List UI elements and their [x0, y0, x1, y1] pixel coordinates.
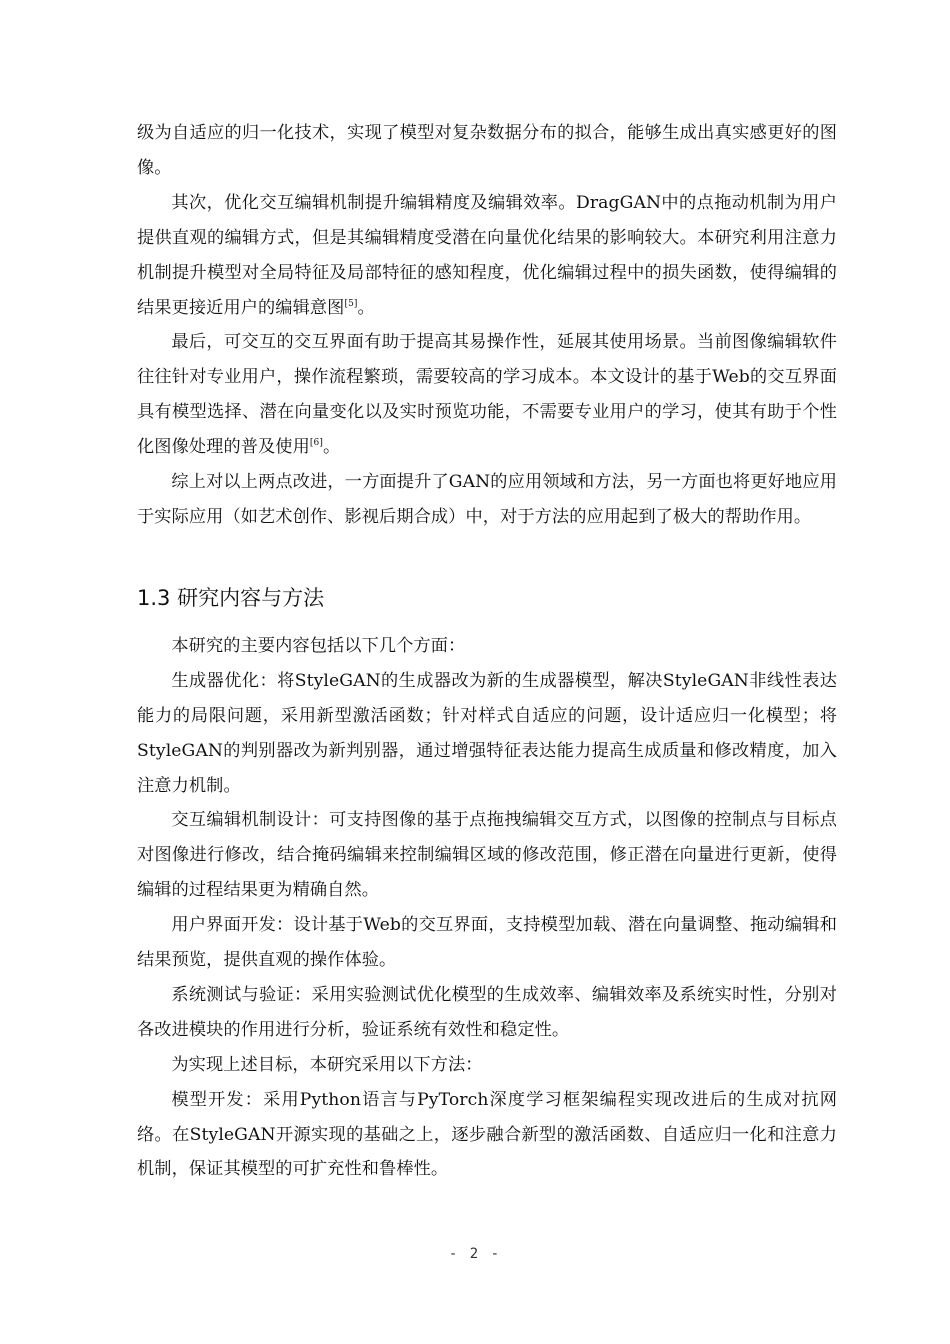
paragraph-interaction-design: 交互编辑机制设计：可支持图像的基于点拖拽编辑交互方式，以图像的控制点与目标点对图像进行修改，结合掩码编辑来控制编辑区域的修改范围，修正潜在向量进行更新，使得编辑的过程结果更为精确自然。	[137, 810, 837, 901]
paragraph-summary: 综上对以上两点改进，一方面提升了GAN的应用领域和方法，另一方面也将更好地应用于实际应用（如艺术创作、影视后期合成）中，对于方法的应用起到了极大的帮助作用。	[137, 472, 837, 527]
paragraph-text: 最后，可交互的交互界面有助于提高其易操作性，延展其使用场景。当前图像编辑软件往往针对专业用户，操作流程繁琐，需要较高的学习成本。本文设计的基于Web的交互界面具有模型选择、潜在向量变化以及实时预览功能，不需要专业用户的学习，使其有助于个性化图像处理的普及使用	[137, 332, 837, 458]
paragraph-interactive-editing	[137, 186, 837, 326]
paragraph-methods-intro: 为实现上述目标，本研究采用以下方法：	[171, 1054, 483, 1075]
paragraph-system-testing: 系统测试与验证：采用实验测试优化模型的生成效率、编辑效率及系统实时性，分别对各改进模块的作用进行分析，验证系统有效性和稳定性。	[137, 984, 837, 1040]
paragraph-tail: 。	[357, 297, 375, 318]
paragraph-continuation: 级为自适应的归一化技术，实现了模型对复杂数据分布的拟合，能够生成出真实感更好的图像。	[137, 123, 837, 178]
paragraph-text: 其次，优化交互编辑机制提升编辑精度及编辑效率。DragGAN中的点拖动机制为用户提供直观的编辑方式，但是其编辑精度受潜在向量优化结果的影响较大。本研究利用注意力机制提升模型对全局特征及局部特征的感知程度，优化编辑过程中的损失函数，使得编辑的结果更接近用户的编辑意图	[137, 192, 837, 318]
paragraph-ui-development: 用户界面开发：设计基于Web的交互界面，支持模型加载、潜在向量调整、拖动编辑和结果预览，提供直观的操作体验。	[137, 915, 837, 971]
paragraph-model-development: 模型开发：采用Python语言与PyTorch深度学习框架编程实现改进后的生成对抗网络。在StyleGAN开源实现的基础之上，逐步融合新型的激活函数、自适应归一化和注意力机制，保证其模型的可扩充性和鲁棒性。	[137, 1089, 837, 1180]
paragraph-generator-optimization: 生成器优化：将StyleGAN的生成器改为新的生成器模型，解决StyleGAN非线性表达能力的局限问题，采用新型激活函数；针对样式自适应的问题，设计适应归一化模型；将StyleGAN的判别器改为新判别器，通过增强特征表达能力提高生成质量和修改精度，加入注意力机制。	[137, 670, 837, 796]
paragraph-interface	[137, 325, 837, 465]
section-heading: 1.3 研究内容与方法	[137, 585, 325, 610]
page-body	[137, 116, 837, 1187]
paragraph-tail: 。	[322, 437, 341, 458]
citation-ref: [5]	[344, 298, 358, 309]
paragraph-intro: 本研究的主要内容包括以下几个方面：	[171, 635, 466, 656]
page-number: - 2 -	[448, 1246, 502, 1262]
citation-ref: [6]	[309, 438, 323, 449]
